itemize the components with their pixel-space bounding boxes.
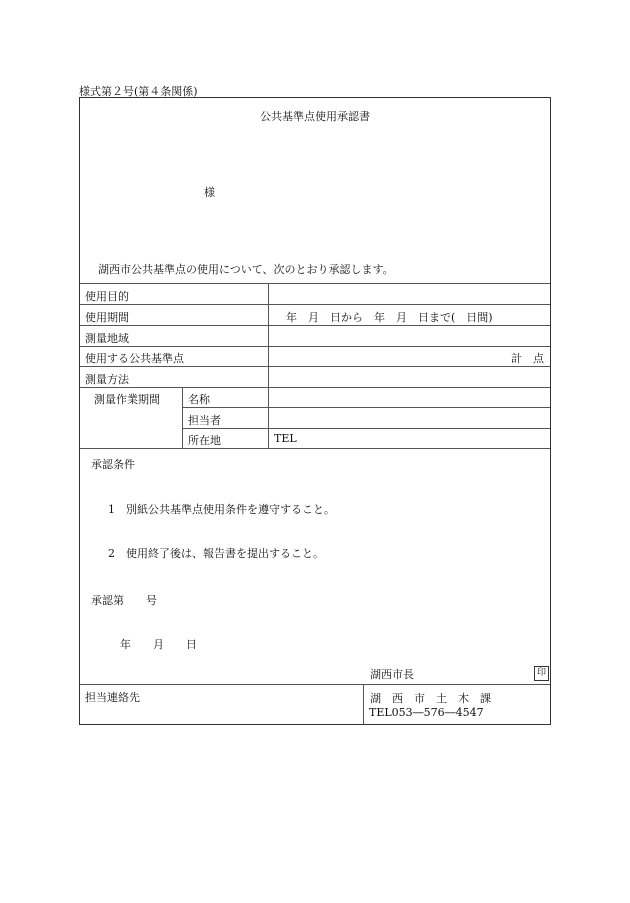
column-divider xyxy=(268,283,269,448)
area-label: 測量地域 xyxy=(85,332,129,345)
contact-dept: 湖 西 市 土 木 課 xyxy=(370,692,491,705)
row-divider xyxy=(80,346,550,347)
org-tel-label: TEL xyxy=(274,432,297,445)
row-divider xyxy=(80,304,550,305)
purpose-label: 使用目的 xyxy=(85,290,129,303)
addressee-suffix: 様 xyxy=(204,186,215,199)
approval-date: 年 月 日 xyxy=(120,638,197,651)
approval-number: 承認第 号 xyxy=(91,594,157,607)
org-person-label: 担当者 xyxy=(188,414,221,427)
period-value: 年 月 日から 年 月 日まで( 日間) xyxy=(286,311,493,324)
contact-label: 担当連絡先 xyxy=(85,691,140,704)
method-label: 測量方法 xyxy=(85,373,129,386)
row-divider xyxy=(80,684,550,685)
intro-text: 湖西市公共基準点の使用について、次のとおり承認します。 xyxy=(98,263,394,276)
form-number: 様式第２号(第４条関係) xyxy=(79,85,198,98)
condition-item: 1 別紙公共基準点使用条件を遵守すること。 xyxy=(108,503,335,516)
condition-item: 2 使用終了後は、報告書を提出すること。 xyxy=(108,547,324,560)
column-divider xyxy=(363,684,364,724)
points-label: 使用する公共基準点 xyxy=(85,352,184,365)
org-name-label: 名称 xyxy=(188,393,210,406)
survey-org-label: 測量作業期間 xyxy=(94,393,160,406)
row-divider xyxy=(80,325,550,326)
row-divider xyxy=(182,407,550,408)
points-value: 計 点 xyxy=(511,352,544,365)
column-divider xyxy=(182,387,183,448)
row-divider xyxy=(80,366,550,367)
row-divider xyxy=(80,448,550,449)
seal-mark: 印 xyxy=(534,666,549,681)
contact-tel: TEL053―576―4547 xyxy=(369,706,484,719)
row-divider xyxy=(182,428,550,429)
row-divider xyxy=(80,387,550,388)
conditions-heading: 承認条件 xyxy=(91,458,135,471)
row-divider xyxy=(80,283,550,284)
document-title: 公共基準点使用承認書 xyxy=(260,110,370,123)
approval-form xyxy=(79,97,551,725)
mayor-title: 湖西市長 xyxy=(370,668,414,681)
org-location-label: 所在地 xyxy=(188,434,221,447)
period-label: 使用期間 xyxy=(85,311,129,324)
